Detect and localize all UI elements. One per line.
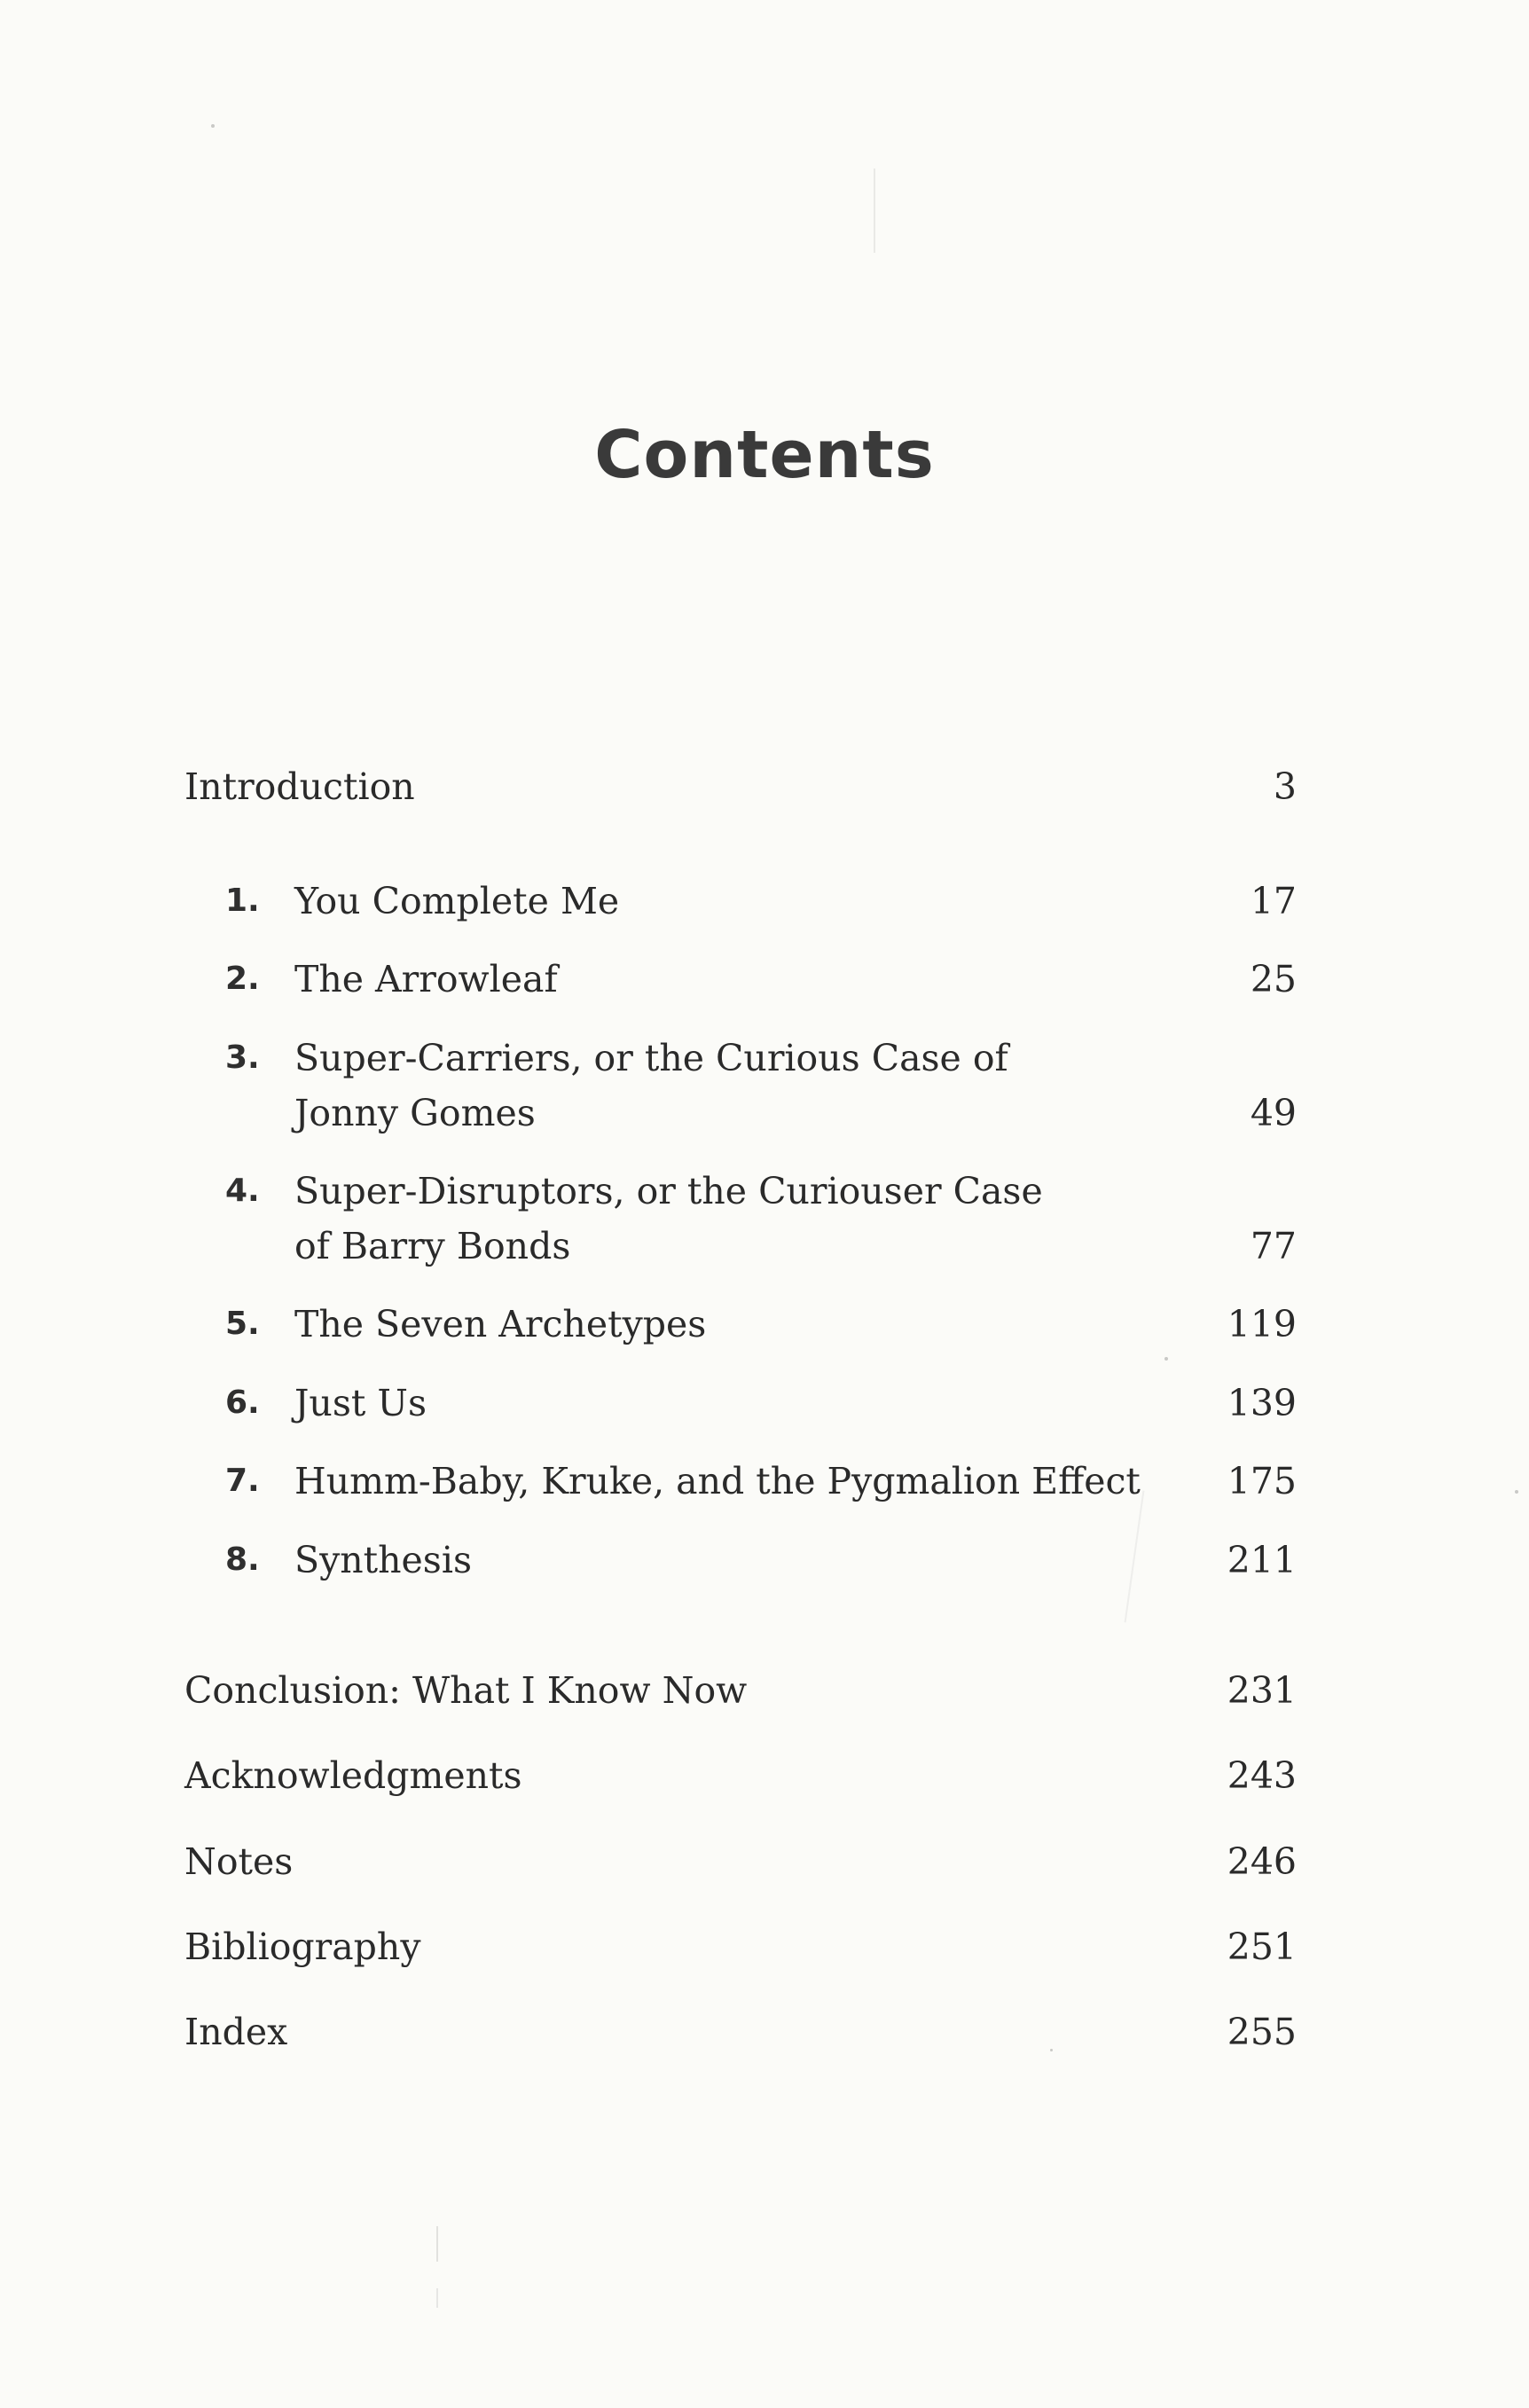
toc-entry-label: Index — [184, 2011, 288, 2053]
toc-chapter-6 — [225, 1376, 1297, 1431]
toc-entry-page: 246 — [1227, 1840, 1297, 1883]
toc-chapter-2 — [225, 952, 1297, 1007]
toc-entry-label: Introduction — [184, 765, 415, 808]
scan-speck — [1515, 1490, 1518, 1494]
chapter-number: 3. — [225, 1039, 260, 1076]
chapter-page: 211 — [1227, 1539, 1297, 1581]
chapter-title: The Arrowleaf — [294, 958, 558, 1000]
chapter-number: 5. — [225, 1306, 260, 1342]
chapter-number: 6. — [225, 1384, 260, 1421]
chapter-title: The Seven Archetypes — [294, 1303, 707, 1345]
toc-entry-label: Acknowledgments — [184, 1754, 522, 1797]
toc-entry-page: 251 — [1227, 1926, 1297, 1968]
toc-chapter-7 — [225, 1454, 1297, 1509]
chapter-number: 1. — [225, 882, 260, 919]
chapter-title: You Complete Me — [294, 880, 620, 922]
scan-mark — [436, 2288, 438, 2308]
chapter-title: Super-Carriers, or the Curious Case of Jonny Gomes — [294, 1037, 1008, 1134]
toc-entry-label: Bibliography — [184, 1926, 421, 1968]
scan-speck — [1164, 1357, 1168, 1361]
chapter-page: 49 — [1250, 1092, 1297, 1134]
toc-entry-page: 3 — [1273, 765, 1297, 808]
scan-mark — [436, 2226, 438, 2262]
toc-chapter-1 — [225, 874, 1297, 929]
page-title: Contents — [594, 417, 935, 493]
chapter-number: 7. — [225, 1463, 260, 1499]
scan-speck — [211, 124, 215, 128]
toc-chapter-4 — [225, 1164, 1297, 1274]
toc-entry-notes — [184, 1834, 1297, 1889]
chapter-page: 25 — [1250, 958, 1297, 1000]
chapter-title: Synthesis — [294, 1539, 472, 1581]
toc-entry-label: Notes — [184, 1840, 294, 1883]
chapter-title: Just Us — [294, 1382, 427, 1424]
toc-entry-introduction — [184, 759, 1297, 814]
toc-chapter-3 — [225, 1031, 1297, 1141]
chapter-number: 4. — [225, 1173, 260, 1209]
toc-entry-conclusion — [184, 1663, 1297, 1718]
chapter-title: Humm-Baby, Kruke, and the Pygmalion Effect — [294, 1460, 1141, 1502]
chapter-page: 119 — [1227, 1303, 1297, 1345]
toc-entry-page: 243 — [1227, 1754, 1297, 1797]
toc-entry-acknowledgments — [184, 1748, 1297, 1803]
toc-entry-bibliography — [184, 1919, 1297, 1974]
chapter-number: 2. — [225, 961, 260, 997]
chapter-page: 77 — [1250, 1225, 1297, 1267]
chapter-page: 175 — [1227, 1460, 1297, 1502]
scan-mark — [874, 169, 875, 253]
scan-speck — [1050, 2049, 1053, 2051]
toc-entry-index — [184, 2004, 1297, 2059]
chapter-page: 139 — [1227, 1382, 1297, 1424]
toc-entry-page: 255 — [1227, 2011, 1297, 2053]
chapter-title: Super-Disruptors, or the Curiouser Case of Barry Bonds — [294, 1170, 1043, 1267]
toc-entry-label: Conclusion: What I Know Now — [184, 1669, 748, 1712]
chapter-number: 8. — [225, 1541, 260, 1578]
toc-chapter-5 — [225, 1297, 1297, 1352]
chapter-page: 17 — [1250, 880, 1297, 922]
toc-entry-page: 231 — [1227, 1669, 1297, 1712]
